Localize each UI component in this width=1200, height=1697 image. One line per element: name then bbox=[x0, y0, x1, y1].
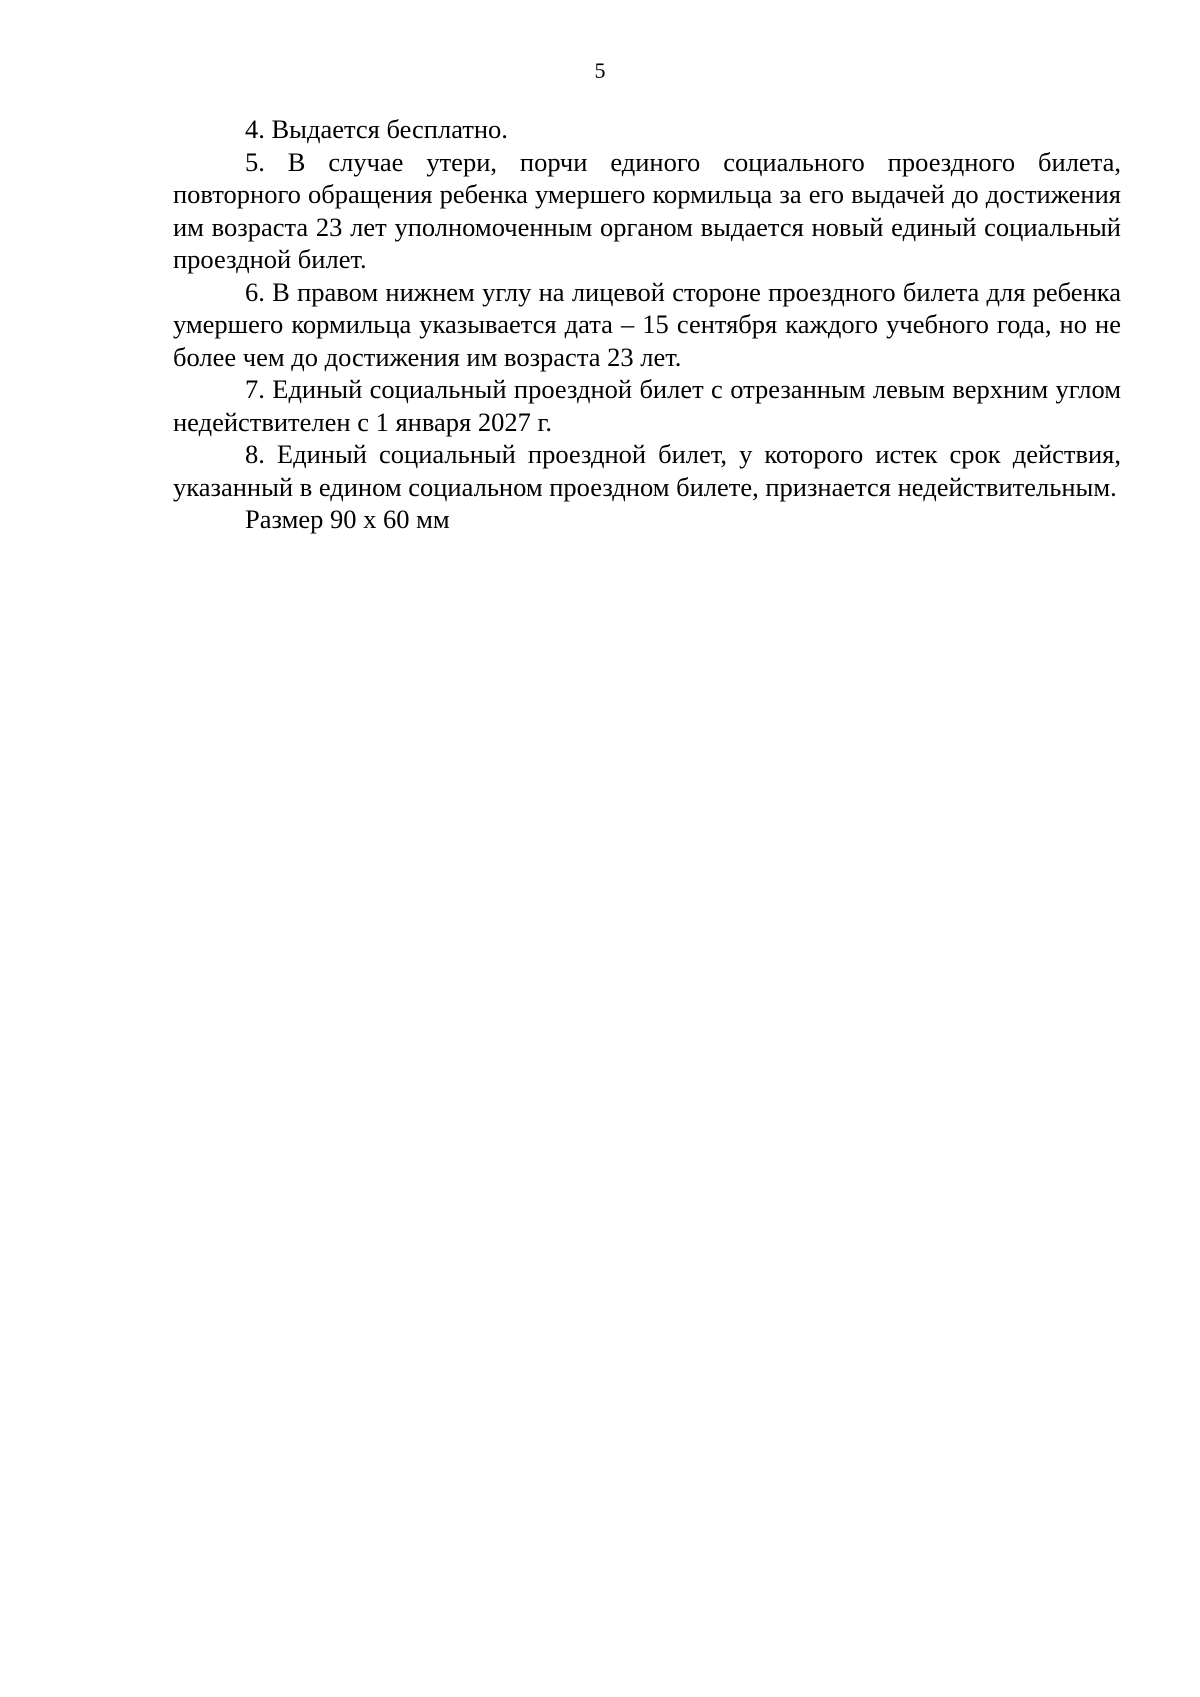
paragraph-item-6: 6. В правом нижнем углу на лицевой стороне проездного билета для ребенка умершего кормильца указывается дата – 15 сентября каждого учебного года, но не более чем до достижения им возраста 23 лет. bbox=[173, 276, 1121, 372]
page-number: 5 bbox=[594, 58, 606, 83]
size-note: Размер 90 х 60 мм bbox=[245, 504, 450, 534]
paragraph-item-8: 8. Единый социальный проездной билет, у которого истек срок действия, указанный в едином социальном проездном билете, признается недействительным. bbox=[173, 439, 1121, 502]
paragraph-item-4: 4. Выдается бесплатно. bbox=[245, 114, 508, 144]
paragraph-item-5: 5. В случае утери, порчи единого социального проездного билета, повторного обращения ребенка умершего кормильца за его выдачей до достижения им возраста 23 лет уполномоченным органом выдается новый единый социальный проездной билет. bbox=[173, 146, 1121, 274]
document-body bbox=[173, 113, 1121, 536]
paragraph-item-7: 7. Единый социальный проездной билет с отрезанным левым верхним углом недействителен с 1 января 2027 г. bbox=[173, 374, 1121, 437]
